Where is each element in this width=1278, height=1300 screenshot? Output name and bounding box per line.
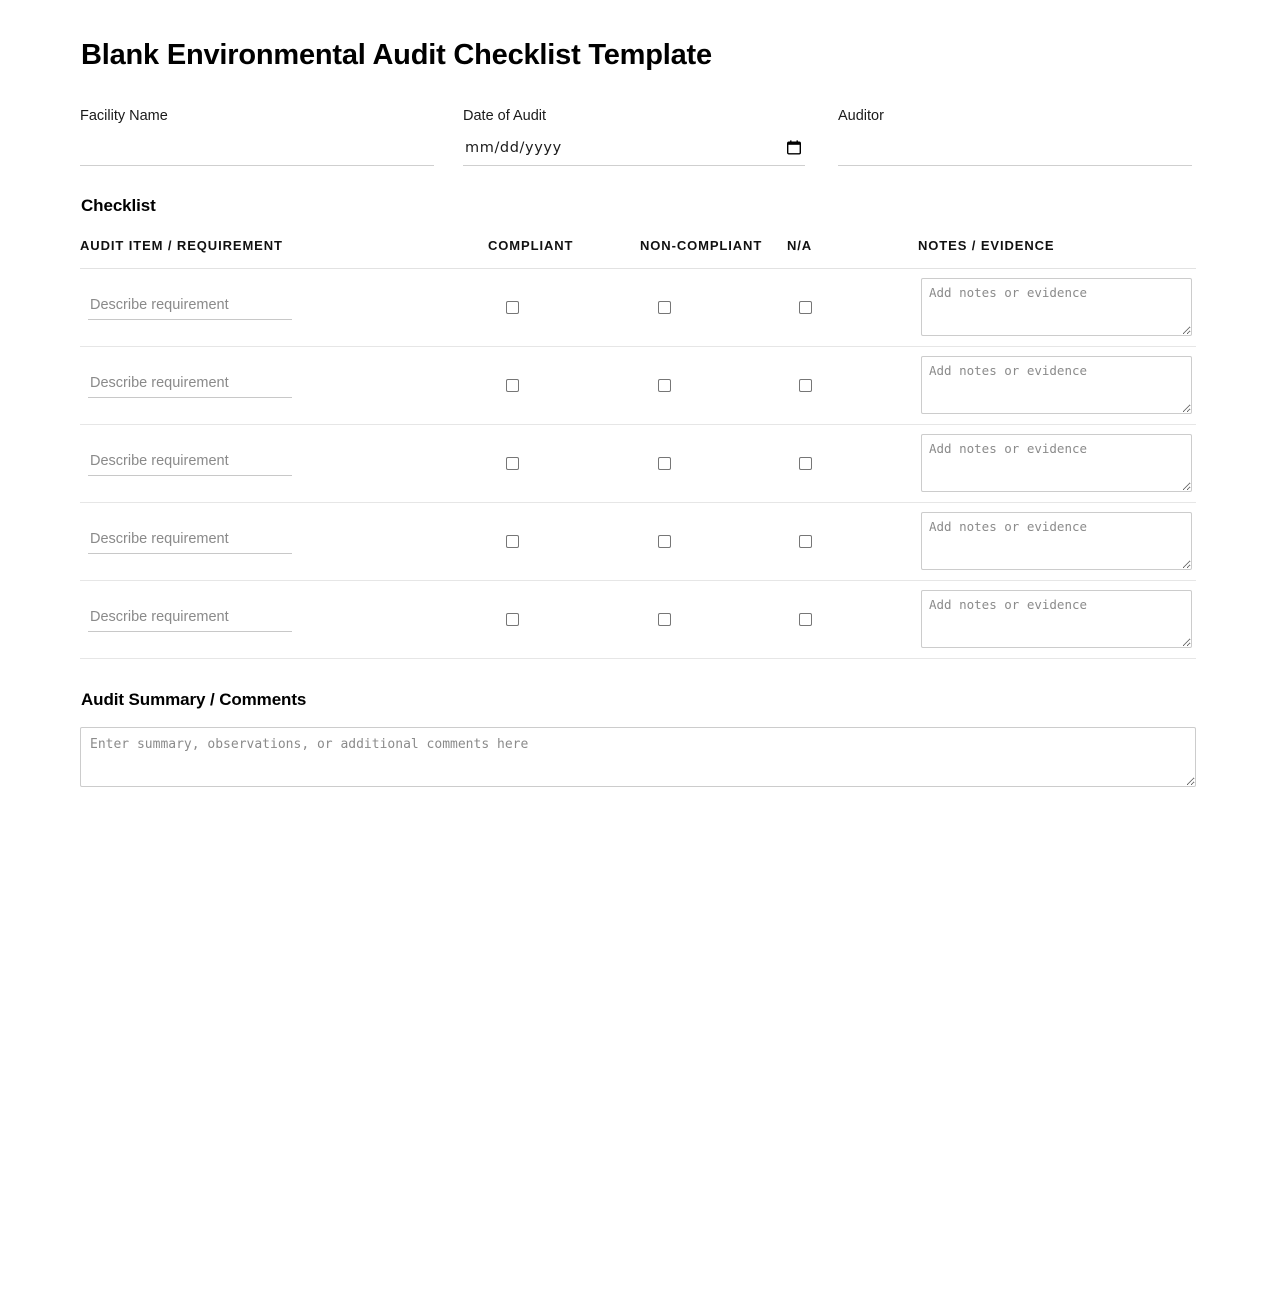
na-checkbox[interactable] bbox=[799, 613, 812, 626]
cell-compliant-checkbox bbox=[488, 580, 640, 658]
checklist-table bbox=[80, 238, 1196, 659]
compliant-checkbox[interactable] bbox=[506, 301, 519, 314]
notes-evidence-textarea[interactable] bbox=[921, 512, 1192, 570]
date-of-audit-field-group bbox=[463, 107, 805, 166]
cell-notes-evidence bbox=[918, 346, 1196, 424]
non-compliant-checkbox[interactable] bbox=[658, 301, 671, 314]
checklist-table-head bbox=[80, 238, 1196, 269]
facility-name-input[interactable] bbox=[80, 133, 434, 166]
cell-na-checkbox bbox=[787, 424, 918, 502]
auditor-field-group bbox=[838, 107, 1188, 166]
audit-summary-textarea[interactable] bbox=[80, 727, 1196, 787]
cell-non-compliant-checkbox bbox=[640, 580, 787, 658]
cell-na-checkbox bbox=[787, 268, 918, 346]
cell-compliant-checkbox bbox=[488, 268, 640, 346]
compliant-checkbox[interactable] bbox=[506, 379, 519, 392]
audit-item-input[interactable] bbox=[88, 294, 292, 320]
cell-non-compliant-checkbox bbox=[640, 268, 787, 346]
cell-notes-evidence bbox=[918, 424, 1196, 502]
table-header-row bbox=[80, 238, 1196, 269]
auditor-input[interactable] bbox=[838, 133, 1192, 166]
cell-audit-item bbox=[80, 580, 488, 658]
column-header-notes-evidence: NOTES / EVIDENCE bbox=[918, 238, 1196, 269]
cell-na-checkbox bbox=[787, 580, 918, 658]
column-header-non-compliant: NON-COMPLIANT bbox=[640, 238, 787, 269]
facility-name-label: Facility Name bbox=[80, 107, 168, 124]
audit-item-input[interactable] bbox=[88, 450, 292, 476]
audit-item-input[interactable] bbox=[88, 528, 292, 554]
cell-audit-item bbox=[80, 424, 488, 502]
compliant-checkbox[interactable] bbox=[506, 613, 519, 626]
notes-evidence-textarea[interactable] bbox=[921, 356, 1192, 414]
page-title: Blank Environmental Audit Checklist Template bbox=[81, 39, 712, 71]
non-compliant-checkbox[interactable] bbox=[658, 613, 671, 626]
na-checkbox[interactable] bbox=[799, 379, 812, 392]
cell-non-compliant-checkbox bbox=[640, 346, 787, 424]
audit-item-input[interactable] bbox=[88, 372, 292, 398]
na-checkbox[interactable] bbox=[799, 535, 812, 548]
na-checkbox[interactable] bbox=[799, 457, 812, 470]
checklist-heading: Checklist bbox=[81, 195, 156, 215]
notes-evidence-textarea[interactable] bbox=[921, 590, 1192, 648]
cell-notes-evidence bbox=[918, 268, 1196, 346]
date-placeholder-text: mm/dd/yyyy bbox=[465, 139, 562, 156]
non-compliant-checkbox[interactable] bbox=[658, 379, 671, 392]
table-row bbox=[80, 268, 1196, 346]
table-row bbox=[80, 346, 1196, 424]
non-compliant-checkbox[interactable] bbox=[658, 535, 671, 548]
meta-fields-row bbox=[80, 107, 1198, 166]
cell-non-compliant-checkbox bbox=[640, 424, 787, 502]
audit-summary-heading: Audit Summary / Comments bbox=[81, 689, 307, 709]
cell-na-checkbox bbox=[787, 502, 918, 580]
cell-non-compliant-checkbox bbox=[640, 502, 787, 580]
compliant-checkbox[interactable] bbox=[506, 457, 519, 470]
cell-compliant-checkbox bbox=[488, 346, 640, 424]
table-row bbox=[80, 424, 1196, 502]
auditor-label: Auditor bbox=[838, 107, 884, 124]
date-of-audit-label: Date of Audit bbox=[463, 107, 547, 124]
audit-item-input[interactable] bbox=[88, 606, 292, 632]
notes-evidence-textarea[interactable] bbox=[921, 434, 1192, 492]
checklist-table-body bbox=[80, 268, 1196, 658]
na-checkbox[interactable] bbox=[799, 301, 812, 314]
column-header-compliant: COMPLIANT bbox=[488, 238, 640, 269]
facility-name-field-group bbox=[80, 107, 430, 166]
date-of-audit-input[interactable] bbox=[463, 133, 805, 166]
cell-audit-item bbox=[80, 502, 488, 580]
calendar-icon[interactable] bbox=[787, 140, 801, 155]
cell-audit-item bbox=[80, 346, 488, 424]
table-row bbox=[80, 502, 1196, 580]
non-compliant-checkbox[interactable] bbox=[658, 457, 671, 470]
cell-audit-item bbox=[80, 268, 488, 346]
cell-na-checkbox bbox=[787, 346, 918, 424]
column-header-audit-item: AUDIT ITEM / REQUIREMENT bbox=[80, 238, 488, 269]
notes-evidence-textarea[interactable] bbox=[921, 278, 1192, 336]
cell-compliant-checkbox bbox=[488, 424, 640, 502]
cell-notes-evidence bbox=[918, 502, 1196, 580]
compliant-checkbox[interactable] bbox=[506, 535, 519, 548]
cell-compliant-checkbox bbox=[488, 502, 640, 580]
cell-notes-evidence bbox=[918, 580, 1196, 658]
table-row bbox=[80, 580, 1196, 658]
column-header-na: N/A bbox=[787, 238, 918, 269]
